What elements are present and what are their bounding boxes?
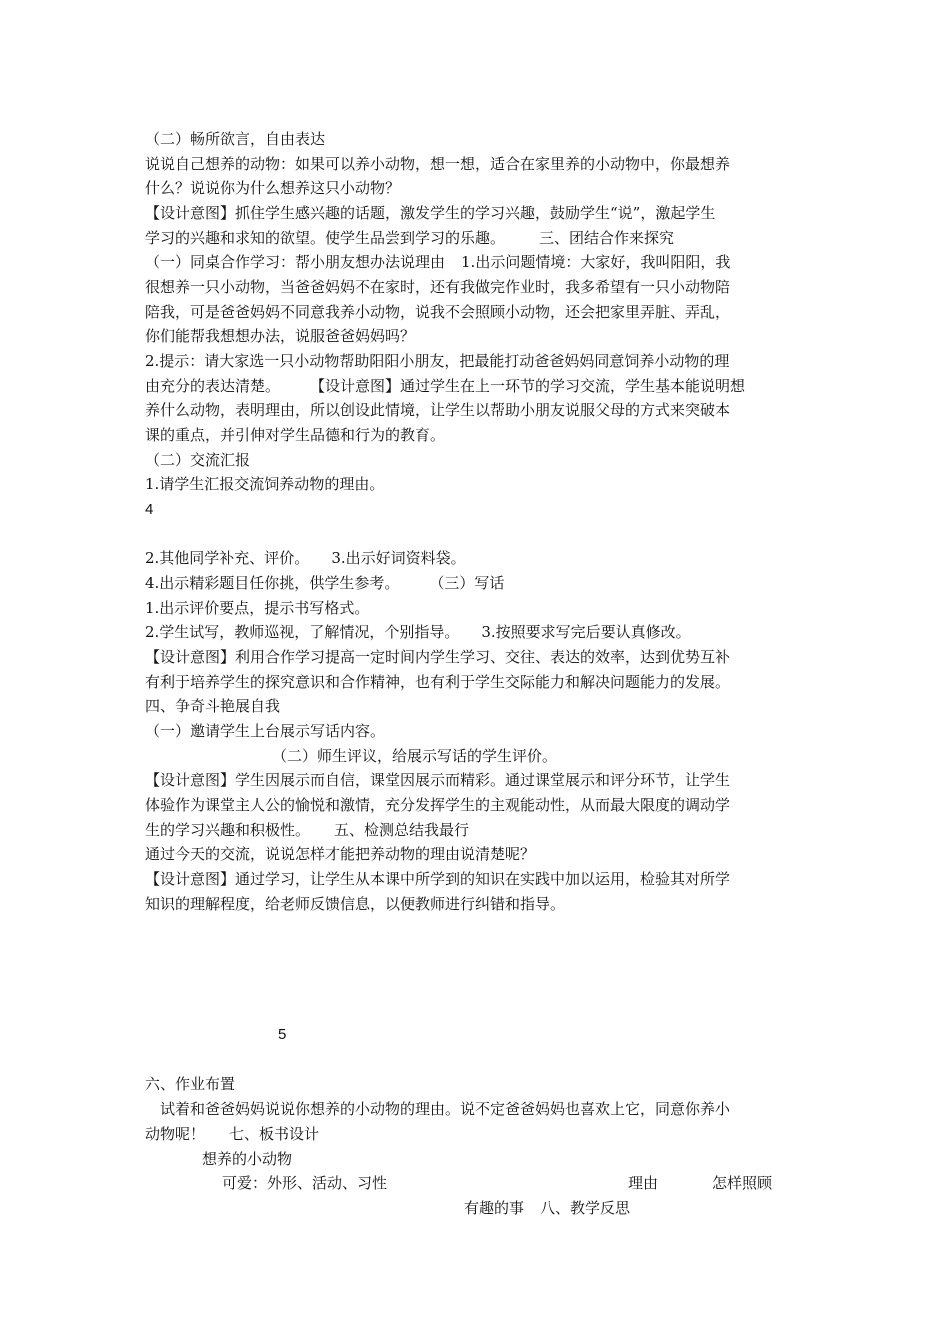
paragraph-text: 4.出示精彩题目任你挑，供学生参考。 <box>145 574 400 592</box>
paragraph-line: 试着和爸爸妈妈说说你想养的小动物的理由。说不定爸爸妈妈也喜欢上它，同意你养小 <box>160 1100 731 1118</box>
paragraph-text: 学习的兴趣和求知的欲望。使学生品尝到学习的乐趣。 <box>145 229 506 247</box>
paragraph-text: 生的学习兴趣和积极性。 <box>145 821 311 839</box>
paragraph-text: 2.其他同学补充、评价。 <box>145 549 310 567</box>
paragraph-line: 【设计意图】抓住学生感兴趣的话题，激发学生的学习兴趣，鼓励学生“说”，激起学生 <box>145 204 716 222</box>
paragraph-line: 什么？说说你为什么想养这只小动物？ <box>145 179 401 197</box>
paragraph-text: 【设计意图】通过学生在上一环节的学习交流，学生基本能说明想 <box>310 377 746 395</box>
paragraph-line <box>145 226 674 250</box>
paragraph-text: 1.出示问题情境：大家好，我叫阳阳，我 <box>461 253 731 271</box>
paragraph-line <box>145 546 466 570</box>
board-item: 怎样照顾 <box>712 1174 773 1192</box>
paragraph-line: （二）师生评议，给展示写话的学生评价。 <box>272 747 558 765</box>
paragraph-line <box>145 250 730 274</box>
paragraph-line: 【设计意图】利用合作学习提高一定时间内学生学习、交往、表达的效率，达到优势互补 <box>145 648 731 666</box>
section-heading: （二）畅所欲言，自由表达 <box>145 130 326 148</box>
paragraph-line: 【设计意图】学生因展示而自信，课堂因展示而精彩。通过课堂展示和评分环节，让学生 <box>145 771 731 789</box>
paragraph-line: 课的重点，并引伸对学生品德和行为的教育。 <box>145 426 446 444</box>
paragraph-line <box>145 571 504 595</box>
paragraph-line: 陪我，可是爸爸妈妈不同意我养小动物，说我不会照顾小动物，还会把家里弄脏、弄乱， <box>145 303 731 321</box>
paragraph-line: 体验作为课堂主人公的愉悦和激情，充分发挥学生的主观能动性，从而最大限度的调动学 <box>145 796 731 814</box>
section-heading: 三、团结合作来探究 <box>539 229 675 247</box>
board-item: 可爱：外形、活动、习性 <box>222 1174 388 1192</box>
paragraph-line: 养什么动物，表明理由，所以创设此情境，让学生以帮助小朋友说服父母的方式来突破本 <box>145 401 731 419</box>
paragraph-line <box>464 1196 630 1220</box>
paragraph-line: 2.提示：请大家选一只小动物帮助阳阳小朋友，把最能打动爸爸妈妈同意饲养小动物的理 <box>145 352 730 370</box>
paragraph-text: 动物呢！ <box>145 1125 206 1143</box>
section-heading: （三）写话 <box>429 574 505 592</box>
paragraph-text: 2.学生试写，教师巡视，了解情况，个别指导。 <box>145 623 460 641</box>
paragraph-line <box>145 620 691 644</box>
paragraph-line <box>145 818 469 842</box>
paragraph-text: 由充分的表达清楚。 <box>145 377 281 395</box>
section-heading: （二）交流汇报 <box>145 451 251 469</box>
board-item: 有趣的事 <box>464 1199 525 1217</box>
section-heading: 五、检测总结我最行 <box>334 821 470 839</box>
paragraph-line: 知识的理解程度，给老师反馈信息，以便教师进行纠错和指导。 <box>145 895 566 913</box>
paragraph-line: 【设计意图】通过学习，让学生从本课中所学到的知识在实践中加以运用，检验其对所学 <box>145 870 731 888</box>
section-heading: 八、教学反思 <box>540 1199 631 1217</box>
section-heading: 七、板书设计 <box>229 1125 320 1143</box>
section-heading: 六、作业布置 <box>145 1075 236 1093</box>
paragraph-text: 3.按照要求写完后要认真修改。 <box>481 623 691 641</box>
paragraph-line: （一）邀请学生上台展示写话内容。 <box>145 722 386 740</box>
page-number: 4 <box>145 501 154 518</box>
paragraph-line <box>145 1122 319 1146</box>
section-heading: 四、争奇斗艳展自我 <box>145 697 281 715</box>
paragraph-text: 3.出示好词资料袋。 <box>331 549 466 567</box>
paragraph-line: 通过今天的交流，说说怎样才能把养动物的理由说清楚呢？ <box>145 845 536 863</box>
board-item: 理由 <box>628 1174 659 1192</box>
paragraph-line: 1.出示评价要点，提示书写格式。 <box>145 599 370 617</box>
paragraph-line: 说说自己想养的动物：如果可以养小动物，想一想，适合在家里养的小动物中，你最想养 <box>145 155 731 173</box>
section-heading: （一）同桌合作学习：帮小朋友想办法说理由 <box>145 253 446 271</box>
paragraph-line: 1.请学生汇报交流饲养动物的理由。 <box>145 475 385 493</box>
paragraph-line: 有利于培养学生的探究意识和合作精神，也有利于学生交际能力和解决问题能力的发展。 <box>145 673 731 691</box>
paragraph-line: 很想养一只小动物，当爸爸妈妈不在家时，还有我做完作业时，我多希望有一只小动物陪 <box>145 278 731 296</box>
page-number: 5 <box>278 1026 287 1043</box>
board-title: 想养的小动物 <box>202 1150 293 1168</box>
paragraph-line: 你们能帮我想想办法，说服爸爸妈妈吗？ <box>145 327 416 345</box>
paragraph-line <box>145 374 745 398</box>
